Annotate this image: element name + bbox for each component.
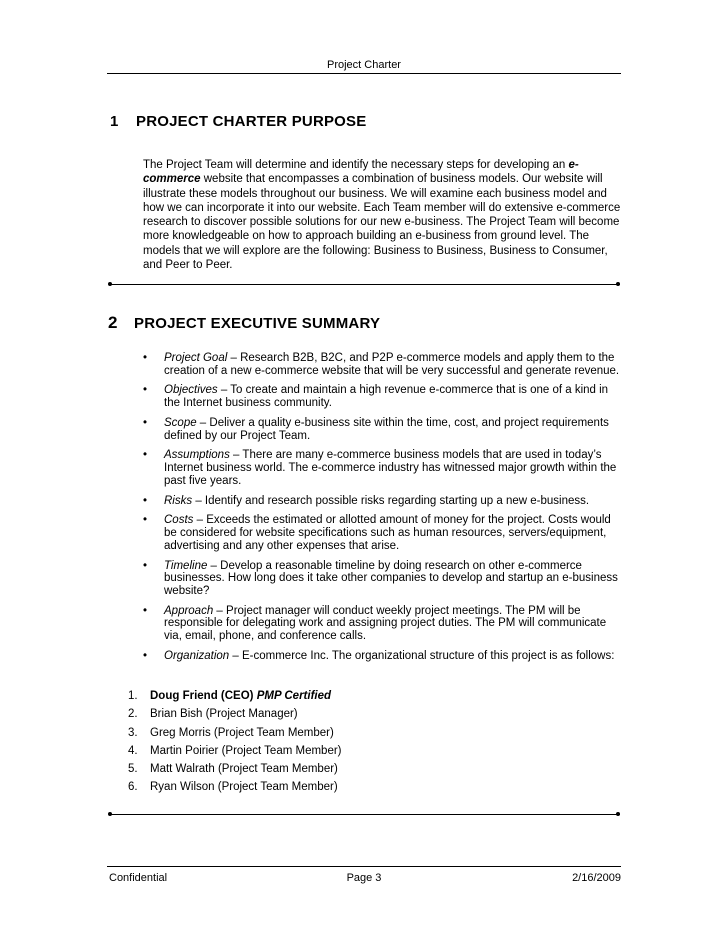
bullet-item <box>143 605 623 643</box>
team-member <box>128 778 342 796</box>
bullet-icon: • <box>143 352 148 364</box>
section-2-number: 2 <box>108 313 118 332</box>
team-name: Greg Morris (Project Team Member) <box>150 726 334 739</box>
bullet-icon: • <box>143 514 148 527</box>
bullet-text: – Deliver a quality e-business site within the time, cost, and project requirements defined by our Project Team. <box>164 416 609 442</box>
bullet-item <box>143 384 623 409</box>
footer-confidential: Confidential <box>109 872 168 884</box>
team-number: 3. <box>128 726 138 739</box>
footer-rule <box>107 866 621 867</box>
bullet-item <box>143 417 623 442</box>
team-number: 6. <box>128 781 138 794</box>
bullet-term: Project Goal <box>164 352 228 364</box>
section-2-divider <box>110 814 620 815</box>
bullet-term: Timeline <box>164 559 208 572</box>
bullet-icon: • <box>143 604 148 617</box>
para-rest: website that encompasses a combination of business models. Our website will illustrate these models throughout our business. We will examine each business model and how we can incorporate it into our website. Each Team member will do extensive e-commerce research to discover possible solutions for our new e-business. The Project Team will become more knowledgeable on how to approach building an e-business from ground level. The models that we will explore are the following: Business to Business, Business to Consumer, and Peer to Peer. <box>143 173 621 272</box>
section-1-divider <box>110 284 620 285</box>
bullet-item <box>143 495 623 508</box>
divider-end-dot <box>616 812 620 816</box>
team-member <box>128 687 342 705</box>
bullet-icon: • <box>143 384 148 397</box>
bullet-icon: • <box>143 649 148 662</box>
footer-date: 2/16/2009 <box>572 872 621 884</box>
bullet-text: – There are many e-commerce business models that are used in today’s Internet business world. The e-commerce industry has witnessed major growth within the past five years. <box>164 449 617 487</box>
team-name: Doug Friend (CEO) <box>150 690 257 702</box>
bullet-text: – To create and maintain a high revenue e-commerce that is one of a kind in the Internet business community. <box>164 384 609 410</box>
bullet-text: – Develop a reasonable timeline by doing research on other e-commerce businesses. How long does it take other companies to develop and startup an e-business website? <box>164 559 618 597</box>
team-name: Matt Walrath (Project Team Member) <box>150 763 338 776</box>
bullet-item <box>143 560 623 598</box>
bullet-item <box>143 352 623 377</box>
divider-end-dot <box>108 812 112 816</box>
team-name: Brian Bish (Project Manager) <box>150 708 298 721</box>
bullet-term: Scope <box>164 416 197 429</box>
header-rule <box>107 73 621 74</box>
bullet-item <box>143 449 623 487</box>
bullet-icon: • <box>143 494 148 507</box>
section-1-title: PROJECT CHARTER PURPOSE <box>136 113 367 130</box>
bullet-text: – E-commerce Inc. The organizational structure of this project is as follows: <box>229 649 615 662</box>
team-certification: PMP Certified <box>256 690 332 702</box>
team-number: 5. <box>128 763 138 776</box>
team-number: 2. <box>128 708 138 721</box>
bullet-text: – Research B2B, B2C, and P2P e-commerce models and apply them to the creation of a new e-commerce website that will be very successful and generate revenue. <box>164 352 620 377</box>
team-number: 1. <box>128 690 138 702</box>
bullet-term: Objectives <box>164 384 218 397</box>
bullet-icon: • <box>143 559 148 572</box>
team-list <box>128 687 342 797</box>
running-header: Project Charter <box>327 59 401 71</box>
executive-summary-bullets <box>143 352 623 670</box>
bullet-text: – Project manager will conduct weekly project meetings. The PM will be responsible for delegating work and assigning project duties. The PM will communicate via, email, phone, and conference calls. <box>164 604 607 642</box>
para-intro: The Project Team will determine and identify the necessary steps for developing an <box>143 159 569 171</box>
section-2-title: PROJECT EXECUTIVE SUMMARY <box>134 315 381 332</box>
bullet-term: Approach <box>164 604 214 617</box>
team-name: Ryan Wilson (Project Team Member) <box>150 781 338 794</box>
footer-page-number: Page 3 <box>346 872 382 884</box>
divider-end-dot <box>108 282 112 286</box>
divider-end-dot <box>616 282 620 286</box>
bullet-text: – Exceeds the estimated or allotted amount of money for the project. Costs would be considered for website specifications such as human resources, servers/equipment, advertising and any other expenses that arise. <box>164 514 611 552</box>
team-member <box>128 724 342 742</box>
bullet-item <box>143 514 623 552</box>
bullet-term: Assumptions <box>164 449 230 462</box>
bullet-text: – Identify and research possible risks regarding starting up a new e-business. <box>192 494 590 507</box>
bullet-term: Costs <box>164 514 194 527</box>
bullet-icon: • <box>143 416 148 429</box>
section-1-number: 1 <box>110 113 119 130</box>
team-member <box>128 760 342 778</box>
team-member <box>128 742 342 760</box>
bullet-term: Risks <box>164 494 193 507</box>
section-1-paragraph <box>143 158 623 272</box>
bullet-icon: • <box>143 449 148 462</box>
team-name: Martin Poirier (Project Team Member) <box>150 744 342 757</box>
bullet-item <box>143 650 623 663</box>
para-emphasis: e-commerce <box>143 159 579 186</box>
team-number: 4. <box>128 744 138 757</box>
bullet-term: Organization <box>164 649 230 662</box>
team-member <box>128 705 342 723</box>
